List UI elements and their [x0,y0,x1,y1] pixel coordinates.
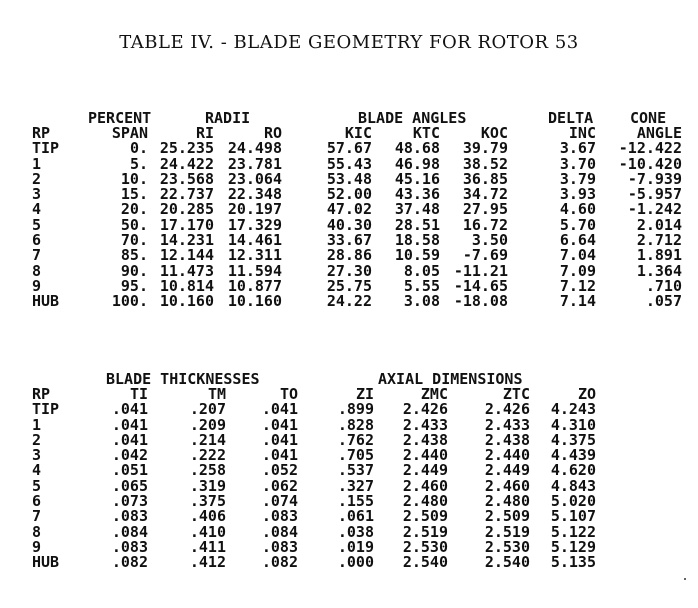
table-cell: 2.540 [402,553,448,572]
table-cell: 34.72 [462,185,508,204]
blade-thicknesses-group-header: BLADE THICKNESSES [106,370,260,388]
table-cell: 22.737 [159,185,214,204]
table-cell: 5.55 [403,276,440,295]
column-header: RP [32,124,51,142]
table-cell: 1.891 [636,246,682,265]
table-cell: 17.329 [227,215,282,234]
column-header: ZTC [502,385,530,403]
table-cell: 36.85 [462,169,508,188]
table-cell: 5.020 [550,492,596,511]
table-cell: 57.67 [326,139,372,158]
t1-col-kic [318,126,372,310]
axial-dimensions-group-header: AXIAL DIMENSIONS [378,370,523,388]
table-cell: .155 [337,492,374,511]
table-cell: 2.438 [484,430,530,449]
table-cell: 22.348 [227,185,282,204]
t1-col-ro [218,126,282,310]
table-cell: 46.98 [394,154,440,173]
table-cell: .083 [261,507,298,526]
column-header: KIC [344,124,372,142]
table-cell: 7 [32,246,42,265]
table-cell: .411 [189,537,226,556]
table-cell: .327 [337,476,374,495]
table-cell: 10.160 [159,292,214,311]
table-cell: .052 [261,461,298,480]
table-cell: .209 [189,415,226,434]
table-cell: 24.22 [326,292,372,311]
t1-col-angle [602,126,682,310]
table-cell: 40.30 [326,215,372,234]
t2-col-to [252,387,298,571]
table-cell: 18.58 [394,231,440,250]
t1-col-rp [32,126,72,310]
table-cell: 2.509 [484,507,530,526]
percent-group-header: PERCENT [88,109,152,127]
table-cell: 4.243 [550,400,596,419]
table-cell: .041 [261,430,298,449]
t2-col-zo [544,387,596,571]
table-cell: .375 [189,492,226,511]
table-cell: .083 [111,537,148,556]
table-cell: 2.530 [402,537,448,556]
table-cell: 20.285 [159,200,214,219]
table-cell: -7.939 [627,169,682,188]
table-cell: 52.00 [326,185,372,204]
table-cell: .057 [645,292,682,311]
table-cell: .762 [337,430,374,449]
column-header: RP [32,385,51,403]
table-cell: 2.530 [484,537,530,556]
table-cell: 5.135 [550,553,596,572]
t1-col-ktc [384,126,440,310]
table-cell: .042 [111,446,148,465]
table-cell: 2.449 [402,461,448,480]
column-header: RI [195,124,214,142]
table-cell: 4 [32,200,42,219]
table-cell: .000 [337,553,374,572]
table-cell: -11.21 [453,261,508,280]
table-cell: .222 [189,446,226,465]
table-cell: -1.242 [627,200,682,219]
table-cell: 4.60 [559,200,596,219]
table-cell: 3.50 [471,231,508,250]
table-cell: 6.64 [559,231,596,250]
table-cell: .041 [261,415,298,434]
column-header: TO [279,385,298,403]
table-cell: -14.65 [453,276,508,295]
table-cell: .705 [337,446,374,465]
table-cell: HUB [32,292,60,311]
table-cell: 27.95 [462,200,508,219]
table-cell: 20. [120,200,148,219]
table-cell: 0. [129,139,148,158]
table-cell: 5.122 [550,522,596,541]
table-cell: 2.433 [484,415,530,434]
table-cell: 2.440 [402,446,448,465]
table-cell: 10.59 [394,246,440,265]
table-cell: .062 [261,476,298,495]
table-cell: 47.02 [326,200,372,219]
column-header: SPAN [111,124,148,142]
table-cell: 90. [120,261,148,280]
table-cell: 4.439 [550,446,596,465]
t2-col-rp [32,387,72,571]
table-cell: 9 [32,276,42,295]
column-header: KTC [412,124,440,142]
table-cell: 5 [32,476,42,495]
table-cell: 3.79 [559,169,596,188]
table-cell: 38.52 [462,154,508,173]
table-cell: 2.519 [402,522,448,541]
table-cell: 1 [32,154,42,173]
column-header: ANGLE [636,124,682,142]
table-cell: 2.438 [402,430,448,449]
column-header: RO [263,124,282,142]
table-cell: 2.519 [484,522,530,541]
t1-col-span [92,126,148,310]
table-cell: 2.460 [484,476,530,495]
table-cell: -5.957 [627,185,682,204]
table-cell: 10.877 [227,276,282,295]
table-cell: 2.480 [484,492,530,511]
table-cell: .410 [189,522,226,541]
table-cell: 3.08 [403,292,440,311]
t2-col-tm [180,387,226,571]
table-cell: 100. [111,292,148,311]
table-cell: .065 [111,476,148,495]
table-cell: .537 [337,461,374,480]
table-cell: HUB [32,553,60,572]
table-cell: .828 [337,415,374,434]
column-header: ZMC [420,385,448,403]
cone-group-header: CONE [630,109,667,127]
table-cell: 7.12 [559,276,596,295]
table-cell: TIP [32,139,60,158]
table-cell: 4 [32,461,42,480]
table-cell: 1.364 [636,261,682,280]
table-cell: 43.36 [394,185,440,204]
t2-col-zmc [384,387,448,571]
table-cell: 2.540 [484,553,530,572]
table-cell: 7.14 [559,292,596,311]
table-cell: 15. [120,185,148,204]
table-cell: 5. [129,154,148,173]
table-cell: .073 [111,492,148,511]
table-cell: 12.144 [159,246,214,265]
table-cell: 23.064 [227,169,282,188]
table-cell: 6 [32,492,42,511]
t2-col-ztc [466,387,530,571]
table-cell: 3.93 [559,185,596,204]
table-cell: 10. [120,169,148,188]
table-cell: 10.814 [159,276,214,295]
table-cell: 24.498 [227,139,282,158]
table-cell: 4.310 [550,415,596,434]
table-cell: .041 [111,430,148,449]
table-cell: 14.461 [227,231,282,250]
table-cell: .041 [111,400,148,419]
table-cell: 6 [32,231,42,250]
table-cell: 48.68 [394,139,440,158]
table-cell: 7 [32,507,42,526]
table-cell: 28.86 [326,246,372,265]
table-cell: .041 [261,400,298,419]
table-cell: 16.72 [462,215,508,234]
column-header: TM [207,385,226,403]
table-cell: 2.433 [402,415,448,434]
table-cell: 20.197 [227,200,282,219]
table-cell: 25.235 [159,139,214,158]
table-cell: 55.43 [326,154,372,173]
table-cell: 95. [120,276,148,295]
table-cell: 2.426 [402,400,448,419]
table-cell: .038 [337,522,374,541]
table-cell: 8 [32,261,42,280]
table-cell: TIP [32,400,60,419]
table-cell: 7.09 [559,261,596,280]
delta-group-header: DELTA [548,109,594,127]
column-header: TI [129,385,148,403]
table-cell: 7.04 [559,246,596,265]
table-cell: .082 [111,553,148,572]
table-cell: 39.79 [462,139,508,158]
column-header: KOC [480,124,508,142]
table-cell: 3 [32,185,42,204]
table-cell: 24.422 [159,154,214,173]
table-cell: 50. [120,215,148,234]
radii-group-header: RADII [205,109,251,127]
column-header: ZO [577,385,596,403]
table-cell: 2 [32,430,42,449]
table-cell: -18.08 [453,292,508,311]
table-cell: 2.426 [484,400,530,419]
table-cell: .074 [261,492,298,511]
table-cell: 3 [32,446,42,465]
table-cell: 5.107 [550,507,596,526]
t1-col-inc [548,126,596,310]
table-cell: 2.712 [636,231,682,250]
table-cell: .710 [645,276,682,295]
column-header: INC [568,124,596,142]
t2-col-ti [102,387,148,571]
table-cell: 1 [32,415,42,434]
table-cell: 10.160 [227,292,282,311]
t1-col-ri [150,126,214,310]
table-cell: 28.51 [394,215,440,234]
stray-mark [684,578,686,580]
table-cell: 2.509 [402,507,448,526]
table-cell: .041 [111,415,148,434]
table-cell: -10.420 [618,154,682,173]
table-cell: 70. [120,231,148,250]
table-cell: 5.129 [550,537,596,556]
table-cell: 2.480 [402,492,448,511]
table-cell: .082 [261,553,298,572]
table-cell: .258 [189,461,226,480]
table-cell: 8.05 [403,261,440,280]
table-cell: 4.620 [550,461,596,480]
table-cell: .041 [261,446,298,465]
table-cell: 17.170 [159,215,214,234]
table-cell: 2.014 [636,215,682,234]
table-cell: .214 [189,430,226,449]
table-cell: -7.69 [462,246,508,265]
table-cell: 5 [32,215,42,234]
column-header: ZI [355,385,374,403]
table-cell: 85. [120,246,148,265]
table-cell: .207 [189,400,226,419]
table-cell: 3.70 [559,154,596,173]
table-cell: 11.594 [227,261,282,280]
table-cell: 4.843 [550,476,596,495]
table-cell: 23.568 [159,169,214,188]
table-cell: 8 [32,522,42,541]
page-title: TABLE IV. - BLADE GEOMETRY FOR ROTOR 53 [119,32,579,53]
blade-angles-group-header: BLADE ANGLES [358,109,467,127]
t2-col-zi [328,387,374,571]
table-cell: .061 [337,507,374,526]
table-cell: .412 [189,553,226,572]
table-cell: 2.460 [402,476,448,495]
table-cell: 2.449 [484,461,530,480]
table-cell: .406 [189,507,226,526]
table-cell: 23.781 [227,154,282,173]
table-cell: 3.67 [559,139,596,158]
table-cell: -12.422 [618,139,682,158]
table-cell: .019 [337,537,374,556]
table-cell: .083 [261,537,298,556]
table-cell: 14.231 [159,231,214,250]
table-cell: 25.75 [326,276,372,295]
table-cell: .051 [111,461,148,480]
table-cell: 5.70 [559,215,596,234]
table-cell: 37.48 [394,200,440,219]
table-cell: .083 [111,507,148,526]
table-cell: 33.67 [326,231,372,250]
table-cell: .899 [337,400,374,419]
table-cell: 27.30 [326,261,372,280]
table-cell: .084 [111,522,148,541]
table-cell: .319 [189,476,226,495]
table-cell: 12.311 [227,246,282,265]
table-cell: .084 [261,522,298,541]
t1-col-koc [440,126,508,310]
table-cell: 2.440 [484,446,530,465]
table-cell: 53.48 [326,169,372,188]
table-cell: 11.473 [159,261,214,280]
table-cell: 2 [32,169,42,188]
table-cell: 45.16 [394,169,440,188]
table-cell: 9 [32,537,42,556]
table-cell: 4.375 [550,430,596,449]
